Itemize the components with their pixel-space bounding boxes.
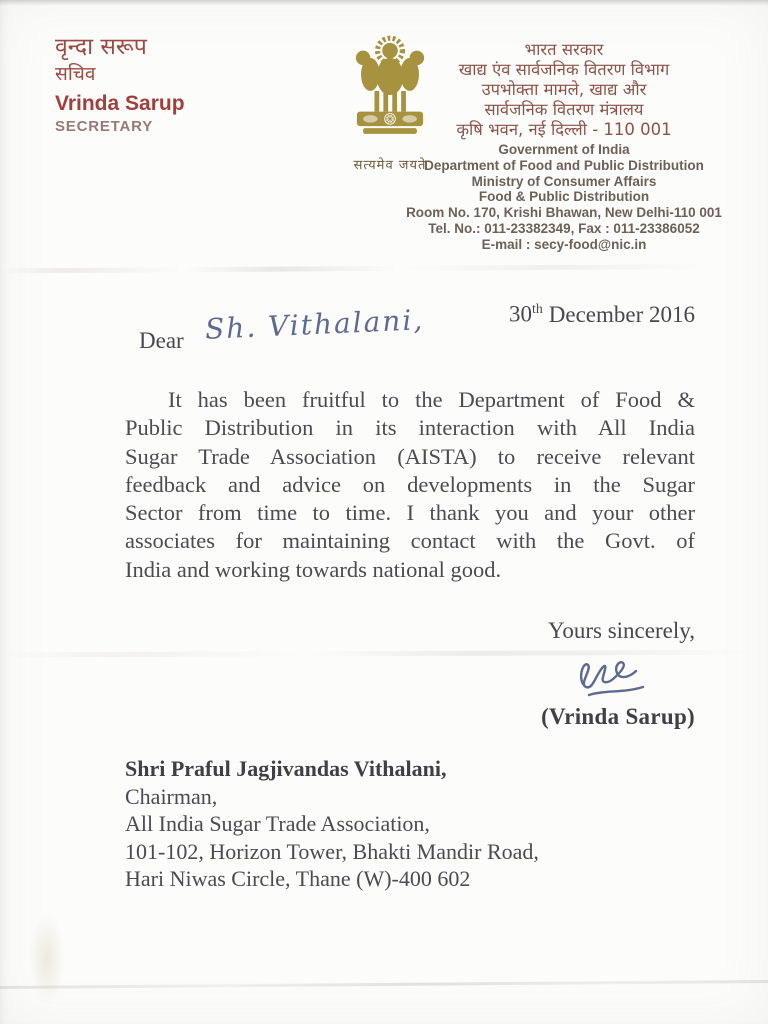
body-line: India and working towards national good. xyxy=(125,556,502,582)
sender-name-hindi: वृन्दा सरूप xyxy=(55,34,147,60)
handwritten-signature xyxy=(569,654,669,704)
addressee-organization: All India Sugar Trade Association, xyxy=(125,811,430,837)
closing-block xyxy=(495,618,695,730)
letter-body-paragraph xyxy=(125,386,695,584)
dept-hindi-line: भारत सरकार xyxy=(524,40,604,59)
emblem-motto: सत्यमेव जयते xyxy=(353,158,427,173)
paper-fold-crease-bottom xyxy=(0,980,768,989)
dept-contact-line: Room No. 170, Krishi Bhawan, New Delhi-110 001 xyxy=(406,205,722,221)
addressee-name: Shri Praful Jagjivandas Vithalani, xyxy=(125,756,447,781)
addressee-address-line: 101-102, Horizon Tower, Bhakti Mandir Road, xyxy=(125,838,539,864)
dept-english-line: Government of India xyxy=(498,142,630,157)
dept-english-line: Department of Food and Public Distribution xyxy=(424,157,704,173)
sender-title-english: SECRETARY xyxy=(55,118,154,135)
dept-hindi-line: उपभोक्ता मामले, खाद्य और xyxy=(481,80,647,99)
dept-english-line: Food & Public Distribution xyxy=(478,189,650,205)
letter-date xyxy=(420,301,695,328)
dept-email-line: E-mail : secy-food@nic.in xyxy=(481,236,647,252)
signer-name: (Vrinda Sarup) xyxy=(541,704,695,729)
salutation-printed: Dear xyxy=(139,328,184,353)
paper-stain xyxy=(22,895,72,1023)
dept-hindi-line: खाद्य एंव सार्वजनिक वितरण विभाग xyxy=(458,60,670,79)
sender-name-english: Vrinda Sarup xyxy=(55,92,185,115)
date-month-year: December 2016 xyxy=(548,301,695,327)
salutation-handwritten-name: Sh. Vithalani, xyxy=(204,303,425,346)
scan-top-edge xyxy=(0,0,768,6)
department-hindi-lines xyxy=(392,40,736,140)
addressee-block xyxy=(125,755,539,893)
valediction: Yours sincerely, xyxy=(548,618,695,643)
body-line: associates for maintaining contact with the Govt. of xyxy=(125,528,695,554)
body-line: It has been fruitful to the Department of Food & xyxy=(168,387,695,412)
body-line: Sector from time to time. I thank you and your other xyxy=(125,500,695,526)
addressee-title: Chairman, xyxy=(125,783,218,809)
addressee-address-line: Hari Niwas Circle, Thane (W)-400 602 xyxy=(125,866,471,892)
dept-hindi-line: सार्वजनिक वितरण मंत्रालय xyxy=(484,100,644,119)
sender-identity-block xyxy=(55,33,185,136)
date-day: 30 xyxy=(509,301,533,327)
dept-english-line: Ministry of Consumer Affairs xyxy=(471,173,657,189)
paper-fold-crease-top xyxy=(0,264,768,274)
body-line: Public Distribution in its interaction with All India xyxy=(125,415,695,441)
sender-title-hindi: सचिव xyxy=(55,63,96,85)
dept-contact-line: Tel. No.: 011-23382349, Fax : 011-23386052 xyxy=(428,220,700,236)
dept-hindi-line: कृषि भवन, नई दिल्ली - 110 001 xyxy=(456,120,672,139)
department-letterhead-block xyxy=(392,40,736,253)
department-english-lines xyxy=(392,142,736,253)
date-ordinal-suffix: th xyxy=(532,301,543,316)
body-line: Sugar Trade Association (AISTA) to receive relevant xyxy=(125,443,695,469)
body-line: feedback and advice on developments in the Sugar xyxy=(125,471,695,497)
